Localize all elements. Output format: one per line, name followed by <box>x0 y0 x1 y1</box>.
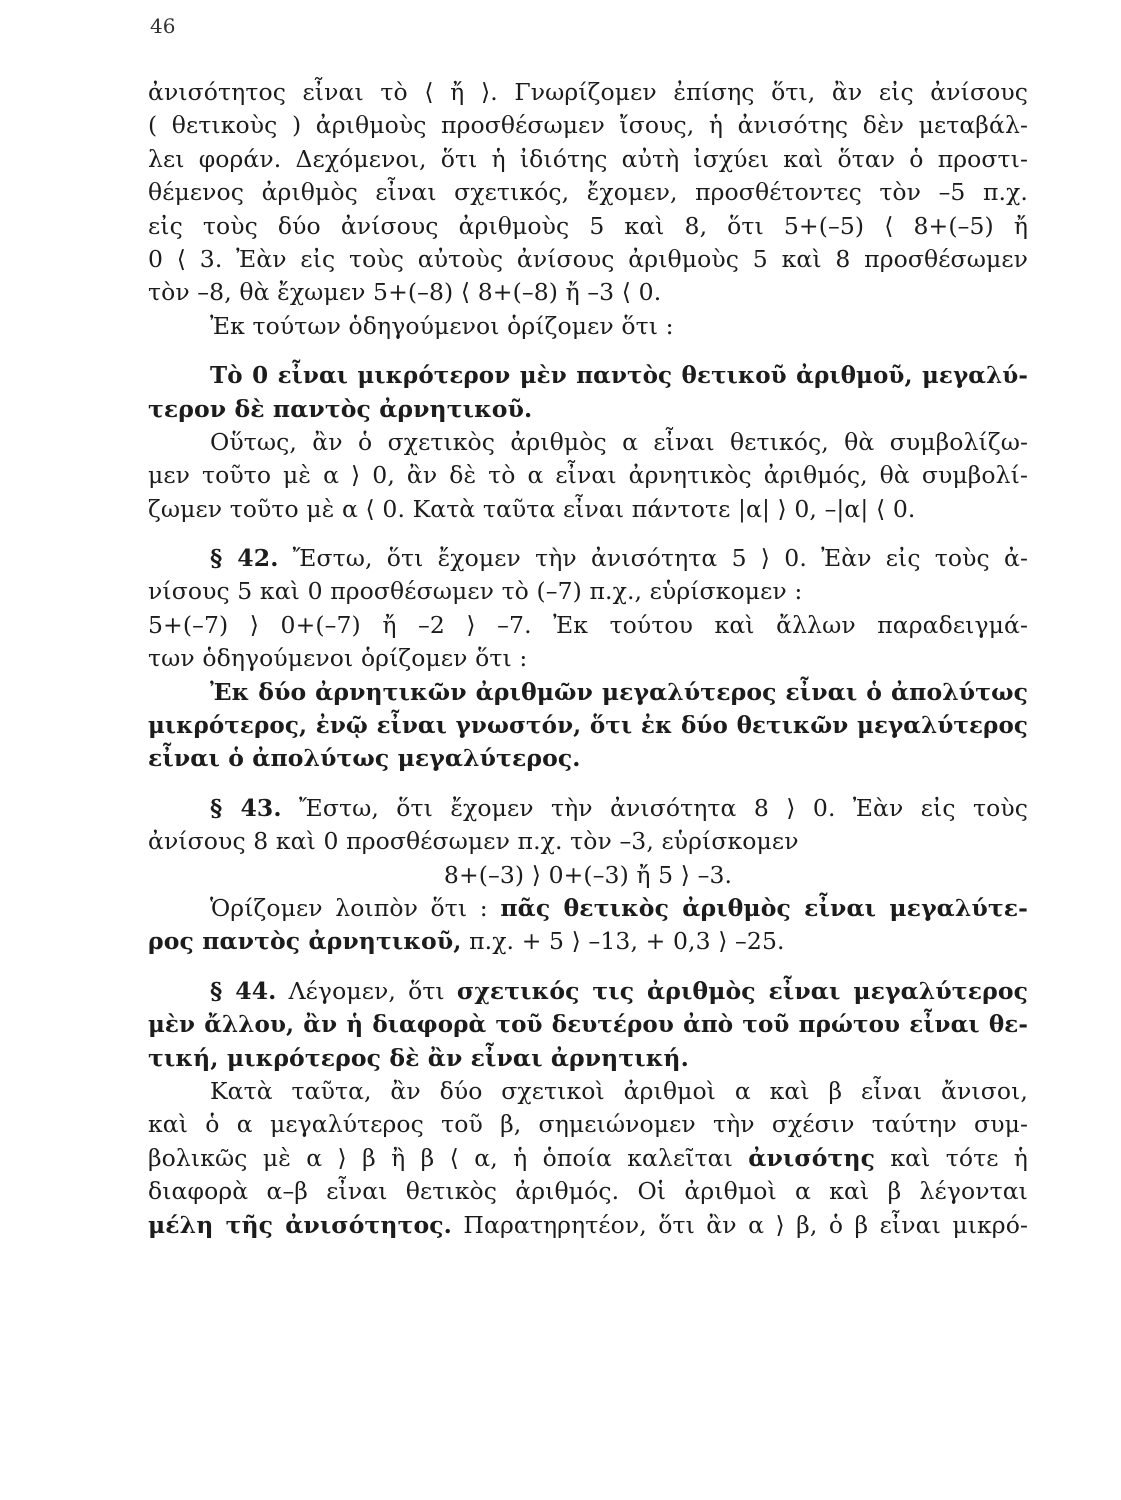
definition-line: μὲν ἄλλου, ἂν ἡ διαφορὰ τοῦ δευτέρου ἀπὸ τοῦ πρώτου εἶναι θε- <box>148 1011 1028 1039</box>
definition-line: μικρότερος, ἐνῷ εἶναι γνωστόν, ὅτι ἐκ δύο θετικῶν μεγαλύτερος <box>148 712 1028 740</box>
definition-line: ρος παντὸς ἀρνητικοῦ, π.χ. + 5 ⟩ –13, + 0,3 ⟩ –25. <box>148 927 785 956</box>
text-line: ἀνίσους 8 καὶ 0 προσθέσωμεν π.χ. τὸν –3, εὑρίσκομεν <box>148 827 799 856</box>
text-line: θέμενος ἀριθμὸς εἶναι σχετικός, ἔχομεν, προσθέτοντες τὸν –5 π.χ. <box>148 178 1028 207</box>
section-42-line: § 42. Ἔστω, ὅτι ἔχομεν τὴν ἀνισότητα 5 ⟩ 0. Ἐὰν εἰς τοὺς ἀ- <box>210 544 1028 573</box>
text-line: 0 ⟨ 3. Ἐὰν εἰς τοὺς αὐτοὺς ἀνίσους ἀριθμοὺς 5 καὶ 8 προσθέσωμεν <box>148 244 1028 273</box>
definition-line: Ἐκ δύο ἀρνητικῶν ἀριθμῶν μεγαλύτερος εἶναι ὁ ἀπολύτως <box>210 677 1028 706</box>
section-number: § 42. <box>210 544 279 573</box>
text-line: ζωμεν τοῦτο μὲ α ⟨ 0. Κατὰ ταῦτα εἶναι πάντοτε |α| ⟩ 0, –|α| ⟨ 0. <box>148 494 916 523</box>
definition-line: εἶναι ὁ ἀπολύτως μεγαλύτερος. <box>148 744 581 773</box>
text-line: διαφορὰ α–β εἶναι θετικὸς ἀριθμός. Οἱ ἀριθμοὶ α καὶ β λέγονται <box>148 1177 1028 1206</box>
text-line: νίσους 5 καὶ 0 προσθέσωμεν τὸ (–7) π.χ., εὑρίσκομεν : <box>148 577 803 606</box>
text-line: ἀνισότητος εἶναι τὸ ⟨ ἤ ⟩. Γνωρίζομεν ἐπίσης ὅτι, ἂν εἰς ἀνίσους <box>148 78 1028 106</box>
page-number: 46 <box>150 14 176 38</box>
text-line: των ὁδηγούμενοι ὁρίζομεν ὅτι : <box>148 644 528 673</box>
formula-line: 8+(–3) ⟩ 0+(–3) ἤ 5 ⟩ –3. <box>443 860 733 889</box>
text-line: ( θετικοὺς ) ἀριθμοὺς προσθέσωμεν ἴσους, ἡ ἀνισότης δὲν μεταβάλ- <box>148 111 1028 140</box>
section-43-line: § 43. Ἔστω, ὅτι ἔχομεν τὴν ἀνισότητα 8 ⟩ 0. Ἐὰν εἰς τοὺς <box>210 793 1028 822</box>
text-line: μεν τοῦτο μὲ α ⟩ 0, ἂν δὲ τὸ α εἶναι ἀρνητικὸς ἀριθμός, θὰ συμβολί- <box>148 461 1028 490</box>
text-line: μέλη τῆς ἀνισότητος. Παρατηρητέον, ὅτι ἂν α ⟩ β, ὁ β εἶναι μικρό- <box>148 1210 1028 1239</box>
body-text <box>148 76 1028 1242</box>
text-line: τὸν –8, θὰ ἔχωμεν 5+(–8) ⟨ 8+(–8) ἤ –3 ⟨ 0. <box>148 278 662 307</box>
definition-line: τική, μικρότερος δὲ ἂν εἶναι ἀρνητική. <box>148 1043 689 1072</box>
text-line: καὶ ὁ α μεγαλύτερος τοῦ β, σημειώνομεν τὴν σχέσιν ταύτην συμ- <box>148 1110 1028 1139</box>
section-number: § 43. <box>210 793 282 822</box>
text-line: Ἐκ τούτων ὁδηγούμενοι ὁρίζομεν ὅτι : <box>210 311 674 340</box>
section-number: § 44. <box>210 976 277 1005</box>
text-line: λει φοράν. Δεχόμενοι, ὅτι ἡ ἰδιότης αὐτὴ ἰσχύει καὶ ὅταν ὁ προστι- <box>148 144 1028 173</box>
text-line: Κατὰ ταῦτα, ἂν δύο σχετικοὶ ἀριθμοὶ α καὶ β εἶναι ἄνισοι, <box>210 1076 1028 1105</box>
definition-line: Τὸ 0 εἶναι μικρότερον μὲν παντὸς θετικοῦ ἀριθμοῦ, μεγαλύ- <box>210 362 1028 390</box>
definition-line: τερον δὲ παντὸς ἀρνητικοῦ. <box>148 394 533 423</box>
definition-line: Ὁρίζομεν λοιπὸν ὅτι : πᾶς θετικὸς ἀριθμὸς εἶναι μεγαλύτε- <box>210 893 1028 922</box>
text-line: Οὕτως, ἂν ὁ σχετικὸς ἀριθμὸς α εἶναι θετικός, θὰ συμβολίζω- <box>210 427 1028 456</box>
text-line: βολικῶς μὲ α ⟩ β ἢ β ⟨ α, ἡ ὁποία καλεῖται ἀνισότης καὶ τότε ἡ <box>148 1143 1028 1172</box>
text-line: εἰς τοὺς δύο ἀνίσους ἀριθμοὺς 5 καὶ 8, ὅτι 5+(–5) ⟨ 8+(–5) ἤ <box>148 211 1028 240</box>
text-line: 5+(–7) ⟩ 0+(–7) ἤ –2 ⟩ –7. Ἐκ τούτου καὶ ἄλλων παραδειγμά- <box>148 610 1028 639</box>
section-44-line: § 44. Λέγομεν, ὅτι σχετικός τις ἀριθμὸς εἶναι μεγαλύτερος <box>210 976 1028 1005</box>
